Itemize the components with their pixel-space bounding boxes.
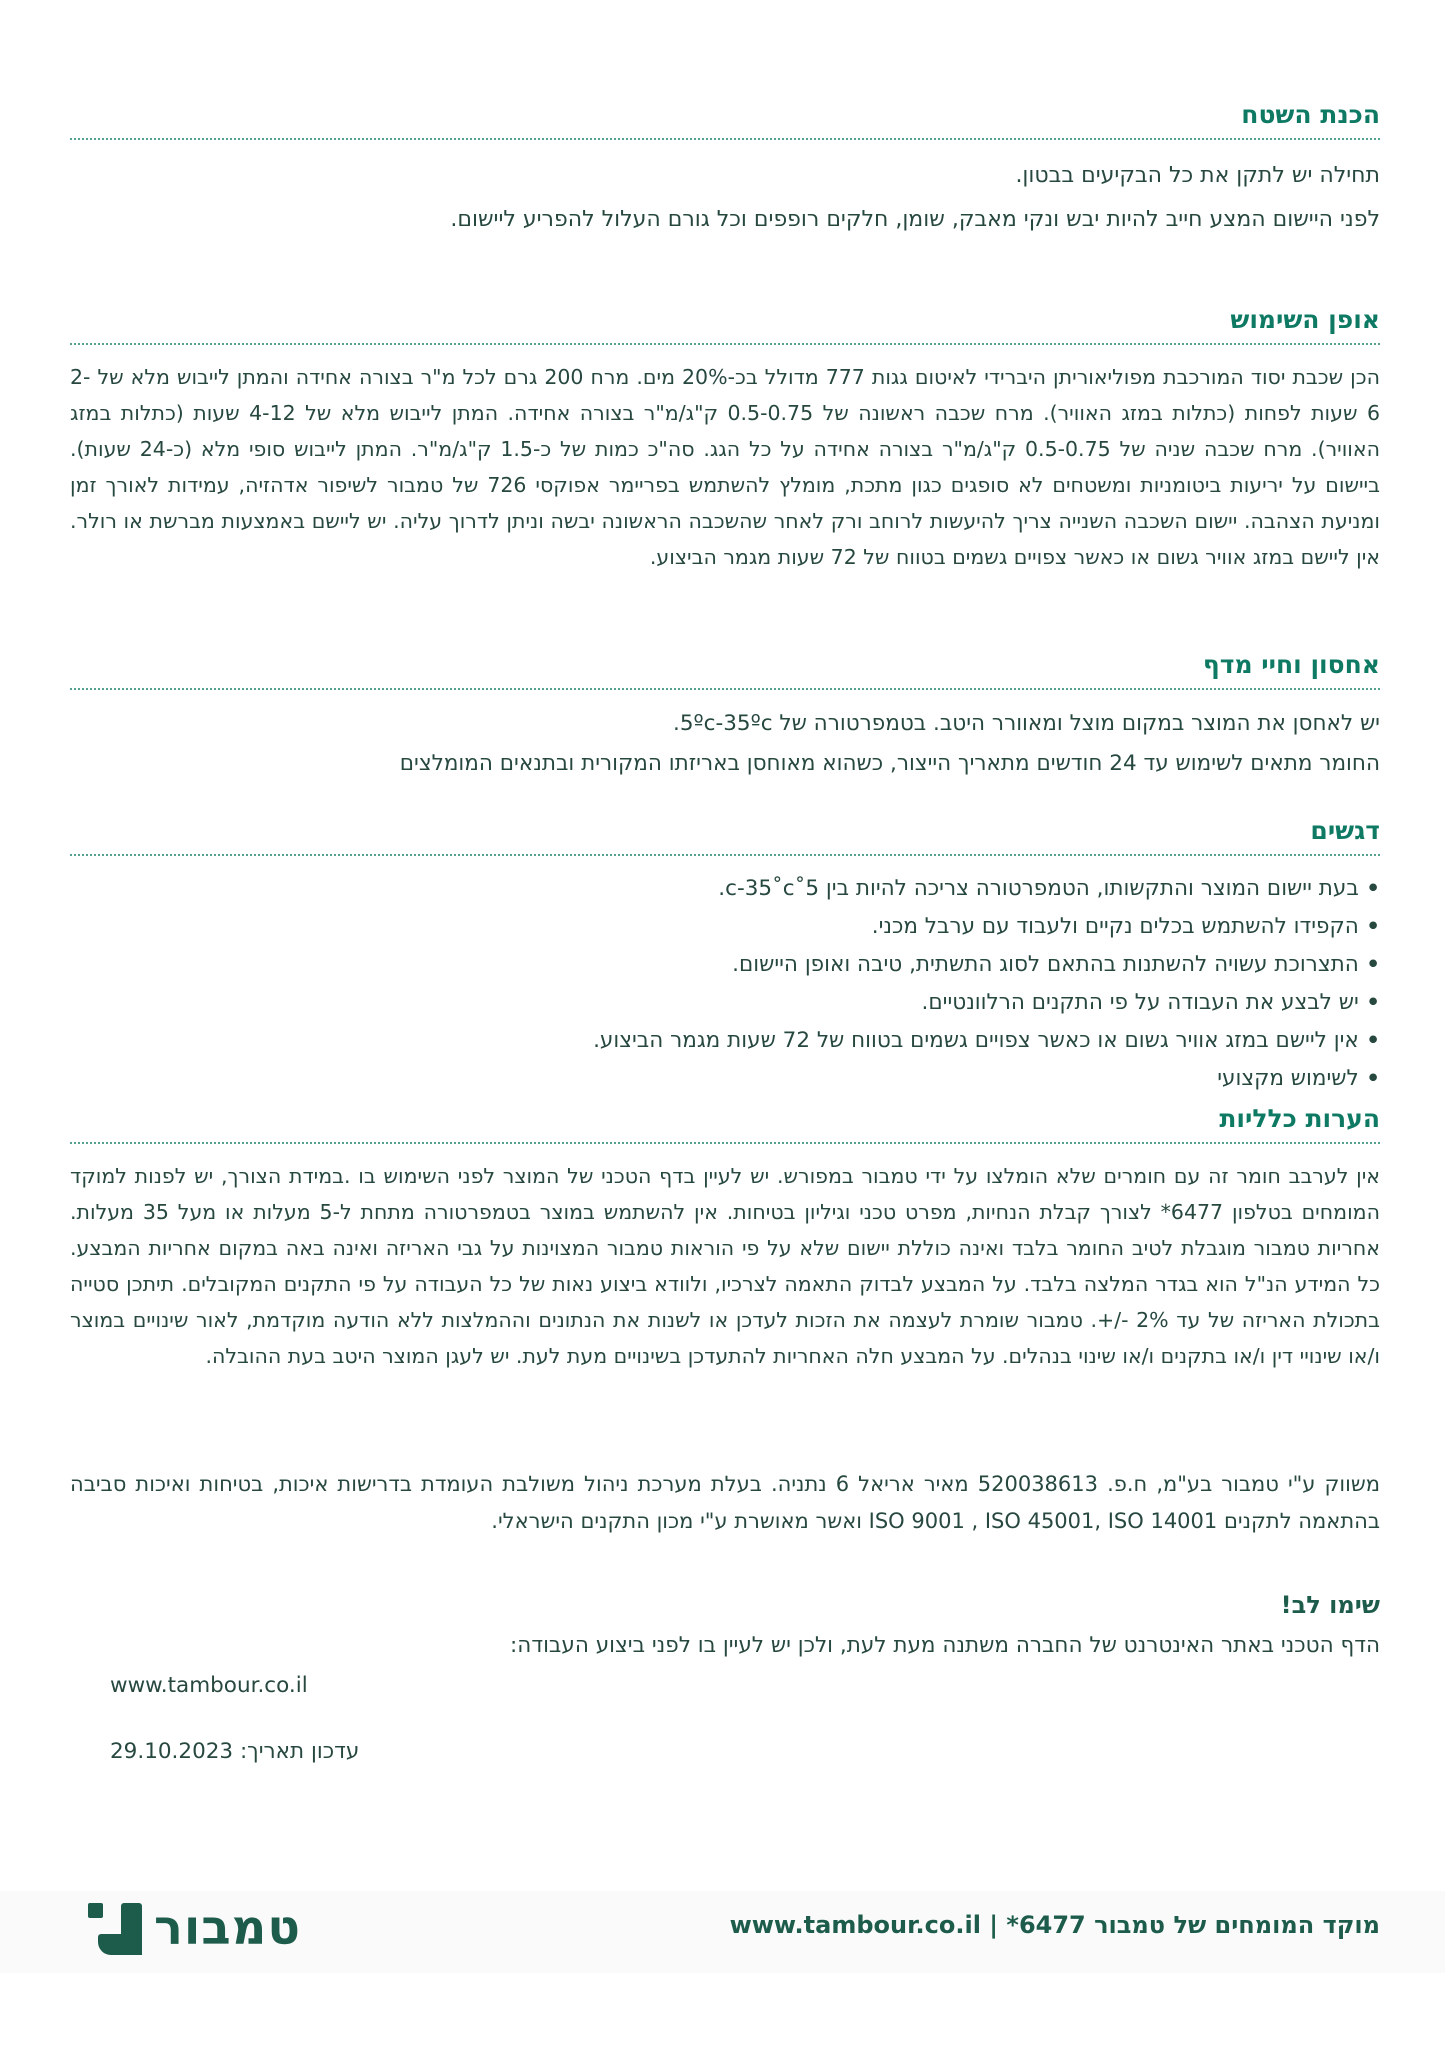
usage-body-text: הכן שכבת יסוד המורכבת מפוליאוריתן היברידי לאיטום גגות 777 מדולל בכ-20% מים. מרח 200 גרם לכל מ"ר בצורה אחידה והמתן לייבוש מלא של 2-6 שעות לפחות (כתלות במזג האוויר). מרח שכבה ראשונה של 0.5-0.75 ק"ג/מ"ר בצורה אחידה. המתן לייבוש מלא של 4-12 שעות (כתלות במזג האוויר). מרח שכבה שניה של 0.5-0.75 ק"ג/מ"ר בצורה אחידה על כל הגג. סה"כ כמות של כ-1.5 ק"ג/מ"ר. המתן לייבוש סופי מלא (כ-24 שעות). ביישום על יריעות ביטומניות ומשטחים לא סופגים כגון מתכת, מומלץ להשתמש בפריימר אפוקסי 726 של טמבור לשיפור אדהזיה, עמידות לאורך זמן ומניעת הצהבה. יישום השכבה השנייה צריך להיעשות לרוחב ורק לאחר שהשכבה הראשונה יבשה וניתן לדרוך עליה. יש ליישם באמצעות מברשת או רולר. אין ליישם במזג אוויר גשום או כאשר צפויים גשמים בטווח של 72 שעות מגמר הביצוע. bbox=[70, 365, 1380, 569]
surface-prep-paragraph bbox=[70, 154, 1380, 242]
bullet-item: • התצרוכת עשויה להשתנות בהתאם לסוג התשתית, טיבה ואופן היישום. bbox=[70, 946, 1380, 984]
bullet-item: • הקפידו להשתמש בכלים נקיים ולעבוד עם ערבל מכני. bbox=[70, 908, 1380, 946]
storage-line: יש לאחסן את המוצר במקום מוצל ומאוורר היטב. בטמפרטורה של 5ºc-35ºc. bbox=[673, 711, 1380, 736]
tambour-logo-wordmark: טמבור bbox=[154, 1900, 301, 1956]
surface-prep-line: תחילה יש לתקן את כל הבקיעים בבטון. bbox=[1015, 163, 1380, 188]
section-general-notes bbox=[70, 1104, 1380, 1374]
section-usage bbox=[70, 305, 1380, 575]
section-highlights bbox=[70, 816, 1380, 1098]
section-title-storage: אחסון וחיי מדף bbox=[1202, 650, 1380, 679]
storage-paragraph bbox=[70, 704, 1380, 784]
section-notice bbox=[70, 1590, 1380, 1772]
section-divider bbox=[70, 1142, 1380, 1144]
section-divider bbox=[70, 343, 1380, 345]
bullet-item: • בעת יישום המוצר והתקשותו, הטמפרטורה צריכה להיות בין 5˚c-35˚c. bbox=[70, 870, 1380, 908]
highlights-bullet-list bbox=[70, 870, 1380, 1098]
section-divider bbox=[70, 688, 1380, 690]
section-surface-prep bbox=[70, 100, 1380, 242]
section-divider bbox=[70, 854, 1380, 856]
section-title-highlights: דגשים bbox=[1310, 816, 1380, 845]
surface-prep-line: לפני היישום המצע חייב להיות יבש ונקי מאבק, שומן, חלקים רופפים וכל גורם העלול להפריע ליישום. bbox=[450, 207, 1380, 232]
notice-text: הדף הטכני באתר האינטרנט של החברה משתנה מעת לעת, ולכן יש לעיין בו לפני ביצוע העבודה: bbox=[510, 1633, 1380, 1658]
footer-contact-line[interactable]: מוקד המומחים של טמבור 6477* | www.tambour.co.il bbox=[729, 1911, 1380, 1939]
section-divider bbox=[70, 138, 1380, 140]
notice-title: שימו לב! bbox=[1280, 1591, 1380, 1619]
bullet-item: • אין ליישם במזג אוויר גשום או כאשר צפויים גשמים בטווח של 72 שעות מגמר הביצוע. bbox=[70, 1022, 1380, 1060]
bullet-item: • יש לבצע את העבודה על פי התקנים הרלוונטיים. bbox=[70, 984, 1380, 1022]
storage-line: החומר מתאים לשימוש עד 24 חודשים מתאריך הייצור, כשהוא מאוחסן באריזתו המקורית ובתנאים המומלצים bbox=[399, 751, 1380, 776]
general-notes-paragraph bbox=[70, 1158, 1380, 1374]
section-title-general-notes: הערות כלליות bbox=[1219, 1104, 1380, 1133]
website-link[interactable]: www.tambour.co.il bbox=[110, 1673, 308, 1698]
section-storage bbox=[70, 650, 1380, 784]
bullet-item: • לשימוש מקצועי bbox=[70, 1060, 1380, 1098]
tambour-logo-icon bbox=[88, 1901, 142, 1955]
update-date: עדכון תאריך: 29.10.2023 bbox=[110, 1739, 360, 1764]
company-legal-paragraph: משווק ע"י טמבור בע"מ, ח.פ. 520038613 מאיר אריאל 6 נתניה. בעלת מערכת ניהול משולבת העומדת בדרישות איכות, בטיחות ואיכות סביבה בהתאמה לתקנים ISO 9001 , ISO 45001, ISO 14001 ואשר מאושרת ע"י מכון התקנים הישראלי. bbox=[70, 1472, 1381, 1533]
usage-paragraph bbox=[70, 359, 1380, 575]
section-title-surface-prep: הכנת השטח bbox=[1241, 100, 1380, 129]
tambour-logo bbox=[88, 1901, 301, 1955]
general-notes-body-text: אין לערבב חומר זה עם חומרים שלא הומלצו על ידי טמבור במפורש. יש לעיין בדף הטכני של המוצר לפני השימוש בו .במידת הצורך, יש לפנות למוקד המומחים בטלפון 6477* לצורך קבלת הנחיות, מפרט טכני וגיליון בטיחות. אין להשתמש במוצר בטמפרטורה מתחת ל-5 מעלות או מעל 35 מעלות. אחריות טמבור מוגבלת לטיב החומר בלבד ואינה כוללת יישום שלא על פי הוראות טמבור המצוינות על גבי האריזה ואינה באה במקום אחריות המבצע. כל המידע הנ"ל הוא בגדר המלצה בלבד. על המבצע לבדוק התאמה לצרכיו, ולוודא ביצוע נאות של כל העבודה על פי התקנים המקובלים. תיתכן סטייה בתכולת האריזה של עד 2% -/+. טמבור שומרת לעצמה את הזכות לעדכן או לשנות את הנתונים וההמלצות ללא הודעה מוקדמת, לאור שינויים במוצר ו/או שינויי דין ו/או בתקנים ו/או שינוי בנהלים. על המבצע חלה האחריות להתעדכן בשינויים מעת לעת. יש לעגן המוצר היטב בעת ההובלה. bbox=[70, 1164, 1380, 1368]
section-title-usage: אופן השימוש bbox=[1230, 305, 1380, 334]
page-footer bbox=[0, 1891, 1445, 1973]
